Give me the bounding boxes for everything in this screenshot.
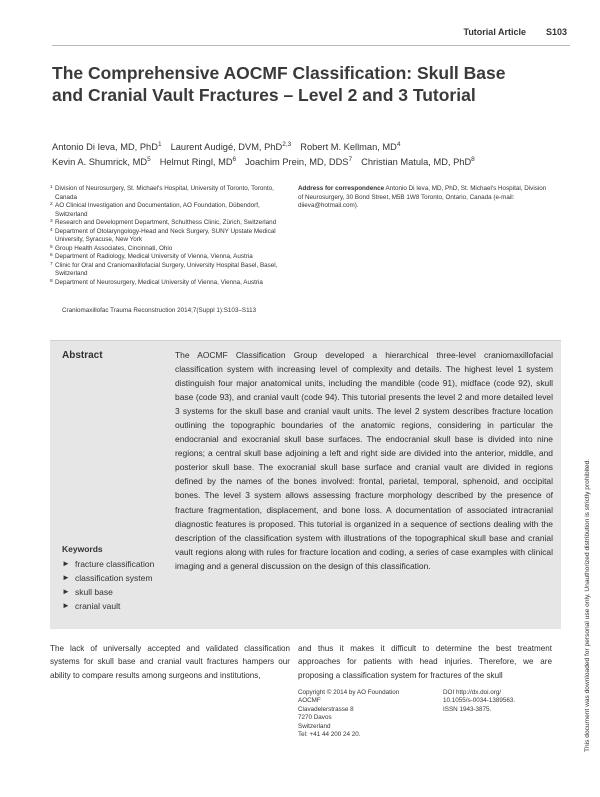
affiliation: 3 Research and Development Department, Schulthess Clinic, Zürich, Switzerland <box>50 219 277 226</box>
page-number: S103 <box>545 27 567 37</box>
article-title: The Comprehensive AOCMF Classification: Skull Base and Cranial Vault Fractures – Level 2 and 3 Tutorial <box>52 63 506 105</box>
abstract-text: The AOCMF Classification Group developed a hierarchical three-level craniomaxillofacial classification system with increasing level of complexity and details. The highest level 1 system distinguish four major anatomical units, including the mandible (code 91), midface (code 92), skull base (code 93), and cranial vault (code 94). This tutorial presents the level 2 and more detailed level 3 systems for the skull base and cranial vault units. The level 2 system describes fracture location outlining the topographic boundaries of the anatomic regions, considering in particular the endocranial and exocranial skull base surfaces. The endocranial skull base is divided into nine regions; a central skull base adjoining a left and right side are divided into the anterior, middle, and posterior skull base. The exocranial skull base surface and cranial vault are divided in regions defined by the names of the bones involved: frontal, parietal, temporal, sphenoid, and occipital bones. The level 3 system allows assessing fracture morphology described by the presence of fracture fragmentation, displacement, and bone loss. A documentation of associated intracranial diagnostic features is proposed. This tutorial is organized in a sequence of sections dealing with the description of the classification system with illustrations of the topographical skull base and cranial vault regions along with rules for fracture location and coding, a series of case examples with clinical imaging and a general discussion on the design of this classification. <box>175 350 553 571</box>
affiliation: 5 Group Health Associates, Cincinnati, Ohio <box>50 244 173 252</box>
affiliation: 1 Division of Neurosurgery, St. Michael's Hospital, University of Toronto, Toronto, Canada <box>50 185 274 201</box>
author: Kevin A. Shumrick, $MD^5$ <box>52 156 151 167</box>
affiliation: 8 Department of Neurosurgery, Medical University of Vienna, Vienna, Austria <box>50 278 263 286</box>
body-text-left: The lack of universally accepted and validated classification systems for skull base and cranial vault fractures hampers our ability to compare results among surgeons and institutions, <box>50 644 290 680</box>
keywords-heading: Keywords <box>62 544 103 554</box>
author: Laurent Audigé, DVM, PhD$^{2,3}$ <box>170 141 292 152</box>
correspondence-address <box>298 185 550 211</box>
keywords-list <box>62 557 154 613</box>
keyword-item: ► classification system <box>62 573 153 583</box>
affiliation: 6 Department of Radiology, Medical University of Vienna, Vienna, Austria <box>50 253 253 260</box>
download-notice: This document was downloaded for personal use only. Unauthorized distribution is strictly prohibited. <box>584 458 591 752</box>
affiliation: 7 Clinic for Oral and Craniomaxillofacial Surgery, University Hospital Basel, Basel, Switzerland <box>50 261 278 277</box>
running-header <box>52 26 570 46</box>
author: Christian Matula, MD, PhD$^8$ <box>361 156 475 167</box>
author: Joachim Prein, MD, DDS$^7$ <box>245 156 353 167</box>
author: Antonio Di Ieva, MD, PhD$^1$ <box>52 141 162 152</box>
keyword-item: ► skull base <box>62 587 113 597</box>
correspondence-text: Antonio Di Ieva, MD, PhD, St. Michael's Hospital, Division of Neurosurgery, 30 Bond Street, M5B 1W8 Toronto, Ontario, Canada (e-mail: diieva@hotmail.com). <box>298 185 547 209</box>
keyword-item: ► fracture classification <box>62 559 155 569</box>
bullet-arrow-icon: ► <box>62 573 70 582</box>
body-text-right: and thus it makes it difficult to determine the best treatment approaches for patients with head injuries. Therefore, we are proposing a classification system for fractures of the skull <box>298 644 552 680</box>
bullet-arrow-icon: ► <box>62 601 70 610</box>
bullet-arrow-icon: ► <box>62 587 70 596</box>
bullet-arrow-icon: ► <box>62 559 70 568</box>
abstract-heading: Abstract <box>62 350 103 361</box>
affiliation: 2 AO Clinical Investigation and Documentation, AO Foundation, Dübendorf, Switzerland <box>50 202 260 218</box>
doi-link[interactable]: DOI http://dx.doi.org/ <box>443 689 502 696</box>
affiliations-list <box>50 185 290 287</box>
article-type: Tutorial Article <box>463 27 526 37</box>
doi-block: DOI http://dx.doi.org/ 10.1055/s-0034-1389563. ISSN 1943-3875. <box>443 689 558 714</box>
journal-citation: Craniomaxillofac Trauma Reconstruction 2014;7(Suppl 1):S103–S113 <box>62 307 257 314</box>
author: Robert M. Kellman, $MD^4$ <box>300 141 401 152</box>
keyword-item: ► cranial vault <box>62 601 121 611</box>
affiliation: 4 Department of Otolaryngology-Head and Neck Surgery, SUNY Upstate Medical University, Syracuse, New York <box>50 227 276 243</box>
author-list <box>52 140 552 170</box>
copyright-block: Copyright © 2014 by AO Foundation AOCMF Clavadelerstrasse 8 7270 Davos Switzerland Tel: +41 44 200 24 20. <box>298 689 400 739</box>
correspondence-label: Address for correspondence <box>298 185 385 192</box>
author: Helmut Ringl, $MD^6$ <box>159 156 237 167</box>
